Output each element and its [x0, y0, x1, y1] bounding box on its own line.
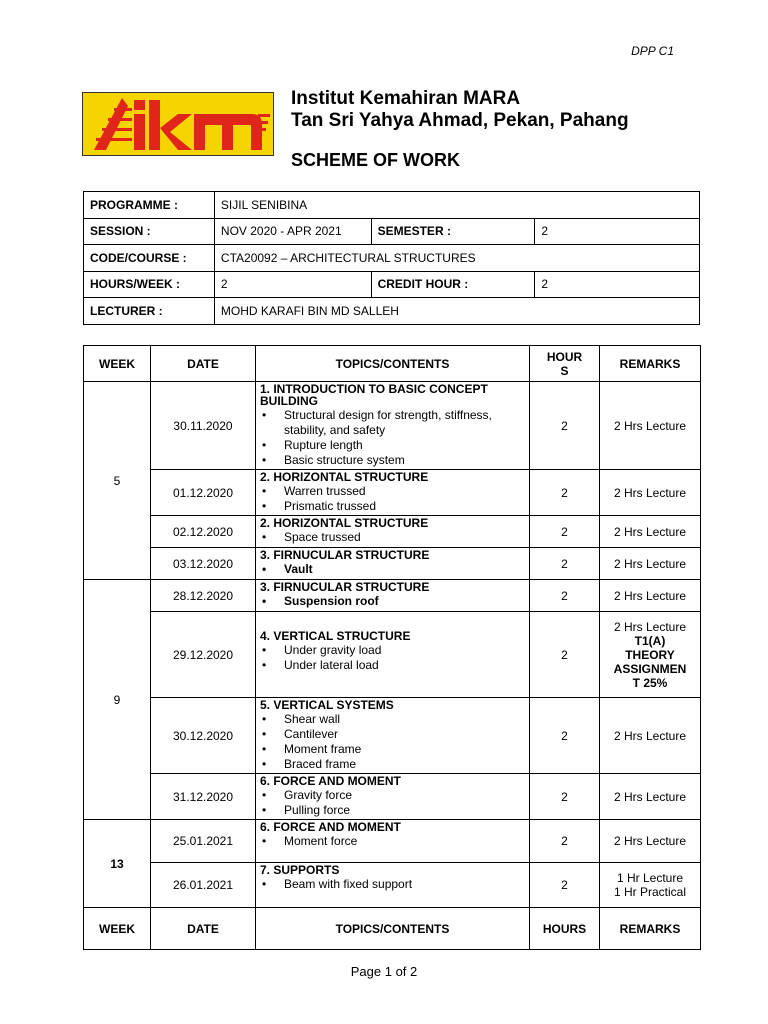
remarks-cell [600, 774, 701, 820]
topic-cell [256, 516, 530, 548]
topic-title: 3. FIRNUCULAR STRUCTURE [260, 580, 430, 594]
page-number: Page 1 of 2 [350, 964, 418, 979]
topic-title: 4. VERTICAL STRUCTURE [260, 629, 411, 643]
topic-list [260, 712, 525, 772]
topic-list [260, 643, 525, 673]
topic-item: • Vault [260, 562, 525, 577]
programme-label: PROGRAMME : [84, 192, 215, 219]
course-info-table [83, 191, 700, 325]
date-cell: 28.12.2020 [151, 580, 256, 612]
topic-list [260, 834, 525, 849]
schedule-row [84, 863, 701, 908]
topic-item: • Suspension roof [260, 594, 525, 609]
ikm-logo [82, 92, 274, 156]
hours-label: HOURS/WEEK : [84, 271, 215, 298]
code-value: CTA20092 – ARCHITECTURAL STRUCTURES [214, 245, 699, 272]
schedule-row [84, 470, 701, 516]
topic-cell [256, 863, 530, 908]
date-cell: 26.01.2021 [151, 863, 256, 908]
topic-cell [256, 548, 530, 580]
hours-cell: 2 [530, 698, 600, 774]
topic-item: • Rupture length [260, 438, 525, 453]
topic-item: • Structural design for strength, stiffness, stability, and safety [260, 408, 525, 438]
header-remarks: REMARKS [600, 346, 701, 382]
institute-name: Institut Kemahiran MARA [291, 88, 521, 109]
topic-item: • Warren trussed [260, 484, 525, 499]
hours-cell: 2 [530, 820, 600, 863]
topic-cell [256, 698, 530, 774]
schedule-row [84, 774, 701, 820]
date-cell: 03.12.2020 [151, 548, 256, 580]
topic-title: 1. INTRODUCTION TO BASIC CONCEPT BUILDING [260, 382, 488, 408]
remarks-cell [600, 580, 701, 612]
topic-title: 2. HORIZONTAL STRUCTURE [260, 516, 429, 530]
hours-cell: 2 [530, 470, 600, 516]
session-row [84, 218, 700, 245]
hours-cell: 2 [530, 382, 600, 470]
topic-list [260, 484, 525, 514]
assignment-note: ASSIGNMEN [613, 661, 687, 676]
topic-list [260, 562, 525, 577]
remarks-text: 2 Hrs Lecture [613, 619, 687, 634]
semester-value: 2 [535, 218, 700, 245]
topic-title: 3. FIRNUCULAR STRUCTURE [260, 548, 430, 562]
hours-cell: 2 [530, 774, 600, 820]
topic-item: • Pulling force [260, 803, 525, 818]
lecturer-row [84, 298, 700, 325]
topic-cell [256, 382, 530, 470]
footer-week: WEEK [84, 908, 151, 950]
remarks-cell [600, 516, 701, 548]
hours-cell: 2 [530, 612, 600, 698]
remarks-cell [600, 863, 701, 908]
topic-item: • Under gravity load [260, 643, 525, 658]
remarks-cell [600, 470, 701, 516]
topic-item: • Moment frame [260, 742, 525, 757]
date-cell: 01.12.2020 [151, 470, 256, 516]
credit-value: 2 [535, 271, 700, 298]
assignment-note: T1(A) [634, 633, 666, 648]
remarks-text: 2 Hrs Lecture [613, 418, 687, 433]
schedule-footer-row [84, 908, 701, 950]
header-date: DATE [151, 346, 256, 382]
topic-list [260, 408, 525, 468]
date-cell: 31.12.2020 [151, 774, 256, 820]
week-cell: 5 [84, 382, 151, 580]
credit-label: CREDIT HOUR : [371, 271, 535, 298]
semester-label: SEMESTER : [371, 218, 535, 245]
code-label: CODE/COURSE : [84, 245, 215, 272]
topic-list [260, 788, 525, 818]
week-cell: 9 [84, 580, 151, 820]
remarks-text: 2 Hrs Lecture [613, 556, 687, 571]
programme-row [84, 192, 700, 219]
topic-title: 7. SUPPORTS [260, 863, 340, 877]
topic-item: • Prismatic trussed [260, 499, 525, 514]
topic-item: • Beam with fixed support [260, 877, 525, 892]
remarks-cell [600, 698, 701, 774]
schedule-row [84, 580, 701, 612]
topic-title: 2. HORIZONTAL STRUCTURE [260, 470, 429, 484]
document-title: SCHEME OF WORK [291, 150, 460, 170]
topic-title: 6. FORCE AND MOMENT [260, 774, 401, 788]
week-cell: 13 [84, 820, 151, 908]
remarks-text: 2 Hrs Lecture [613, 485, 687, 500]
header-week: WEEK [84, 346, 151, 382]
schedule-header-row [84, 346, 701, 382]
date-cell: 29.12.2020 [151, 612, 256, 698]
footer-remarks: REMARKS [600, 908, 701, 950]
hours-cell: 2 [530, 863, 600, 908]
topic-cell [256, 774, 530, 820]
topic-item: • Basic structure system [260, 453, 525, 468]
date-cell: 25.01.2021 [151, 820, 256, 863]
schedule-row [84, 820, 701, 863]
lecturer-value: MOHD KARAFI BIN MD SALLEH [214, 298, 699, 325]
hours-cell: 2 [530, 516, 600, 548]
remarks-cell [600, 548, 701, 580]
topic-cell [256, 612, 530, 698]
schedule-row [84, 382, 701, 470]
code-row [84, 245, 700, 272]
topic-cell [256, 580, 530, 612]
remarks-cell [600, 612, 701, 698]
topic-list [260, 877, 525, 892]
topic-item: • Cantilever [260, 727, 525, 742]
topic-item: • Space trussed [260, 530, 525, 545]
header-hours: HOUR S [530, 346, 600, 382]
schedule-row [84, 516, 701, 548]
document-reference: DPP C1 [631, 44, 674, 58]
topic-cell [256, 470, 530, 516]
session-value: NOV 2020 - APR 2021 [214, 218, 371, 245]
footer-topics: TOPICS/CONTENTS [256, 908, 530, 950]
remarks-text: 2 Hrs Lecture [613, 834, 687, 848]
remarks-text: 2 Hrs Lecture [613, 524, 687, 539]
remarks-text: 2 Hrs Lecture [613, 588, 687, 603]
hours-value: 2 [214, 271, 371, 298]
hours-cell: 2 [530, 548, 600, 580]
session-label: SESSION : [84, 218, 215, 245]
remarks-text: 1 Hr Practical [613, 885, 687, 899]
remarks-cell [600, 382, 701, 470]
footer-date: DATE [151, 908, 256, 950]
schedule-row [84, 698, 701, 774]
topic-list [260, 530, 525, 545]
schedule-table [83, 345, 701, 950]
topic-item: • Gravity force [260, 788, 525, 803]
institute-location: Tan Sri Yahya Ahmad, Pekan, Pahang [291, 110, 629, 131]
topic-item: • Moment force [260, 834, 525, 849]
header-topics: TOPICS/CONTENTS [256, 346, 530, 382]
footer-hours: HOURS [530, 908, 600, 950]
assignment-note: T 25% [632, 675, 668, 690]
topic-title: 5. VERTICAL SYSTEMS [260, 698, 394, 712]
programme-value: SIJIL SENIBINA [214, 192, 699, 219]
topic-item: • Under lateral load [260, 658, 525, 673]
remarks-text: 1 Hr Lecture [616, 871, 684, 885]
remarks-text: 2 Hrs Lecture [613, 728, 687, 743]
date-cell: 02.12.2020 [151, 516, 256, 548]
date-cell: 30.12.2020 [151, 698, 256, 774]
assignment-note: THEORY [625, 647, 675, 662]
hours-row [84, 271, 700, 298]
remarks-cell [600, 820, 701, 863]
lecturer-label: LECTURER : [84, 298, 215, 325]
topic-item: • Braced frame [260, 757, 525, 772]
topic-cell [256, 820, 530, 863]
remarks-text: 2 Hrs Lecture [613, 789, 687, 804]
date-cell: 30.11.2020 [151, 382, 256, 470]
topic-list [260, 594, 525, 609]
hours-cell: 2 [530, 580, 600, 612]
topic-item: • Shear wall [260, 712, 525, 727]
topic-title: 6. FORCE AND MOMENT [260, 820, 401, 834]
schedule-row [84, 612, 701, 698]
schedule-row [84, 548, 701, 580]
